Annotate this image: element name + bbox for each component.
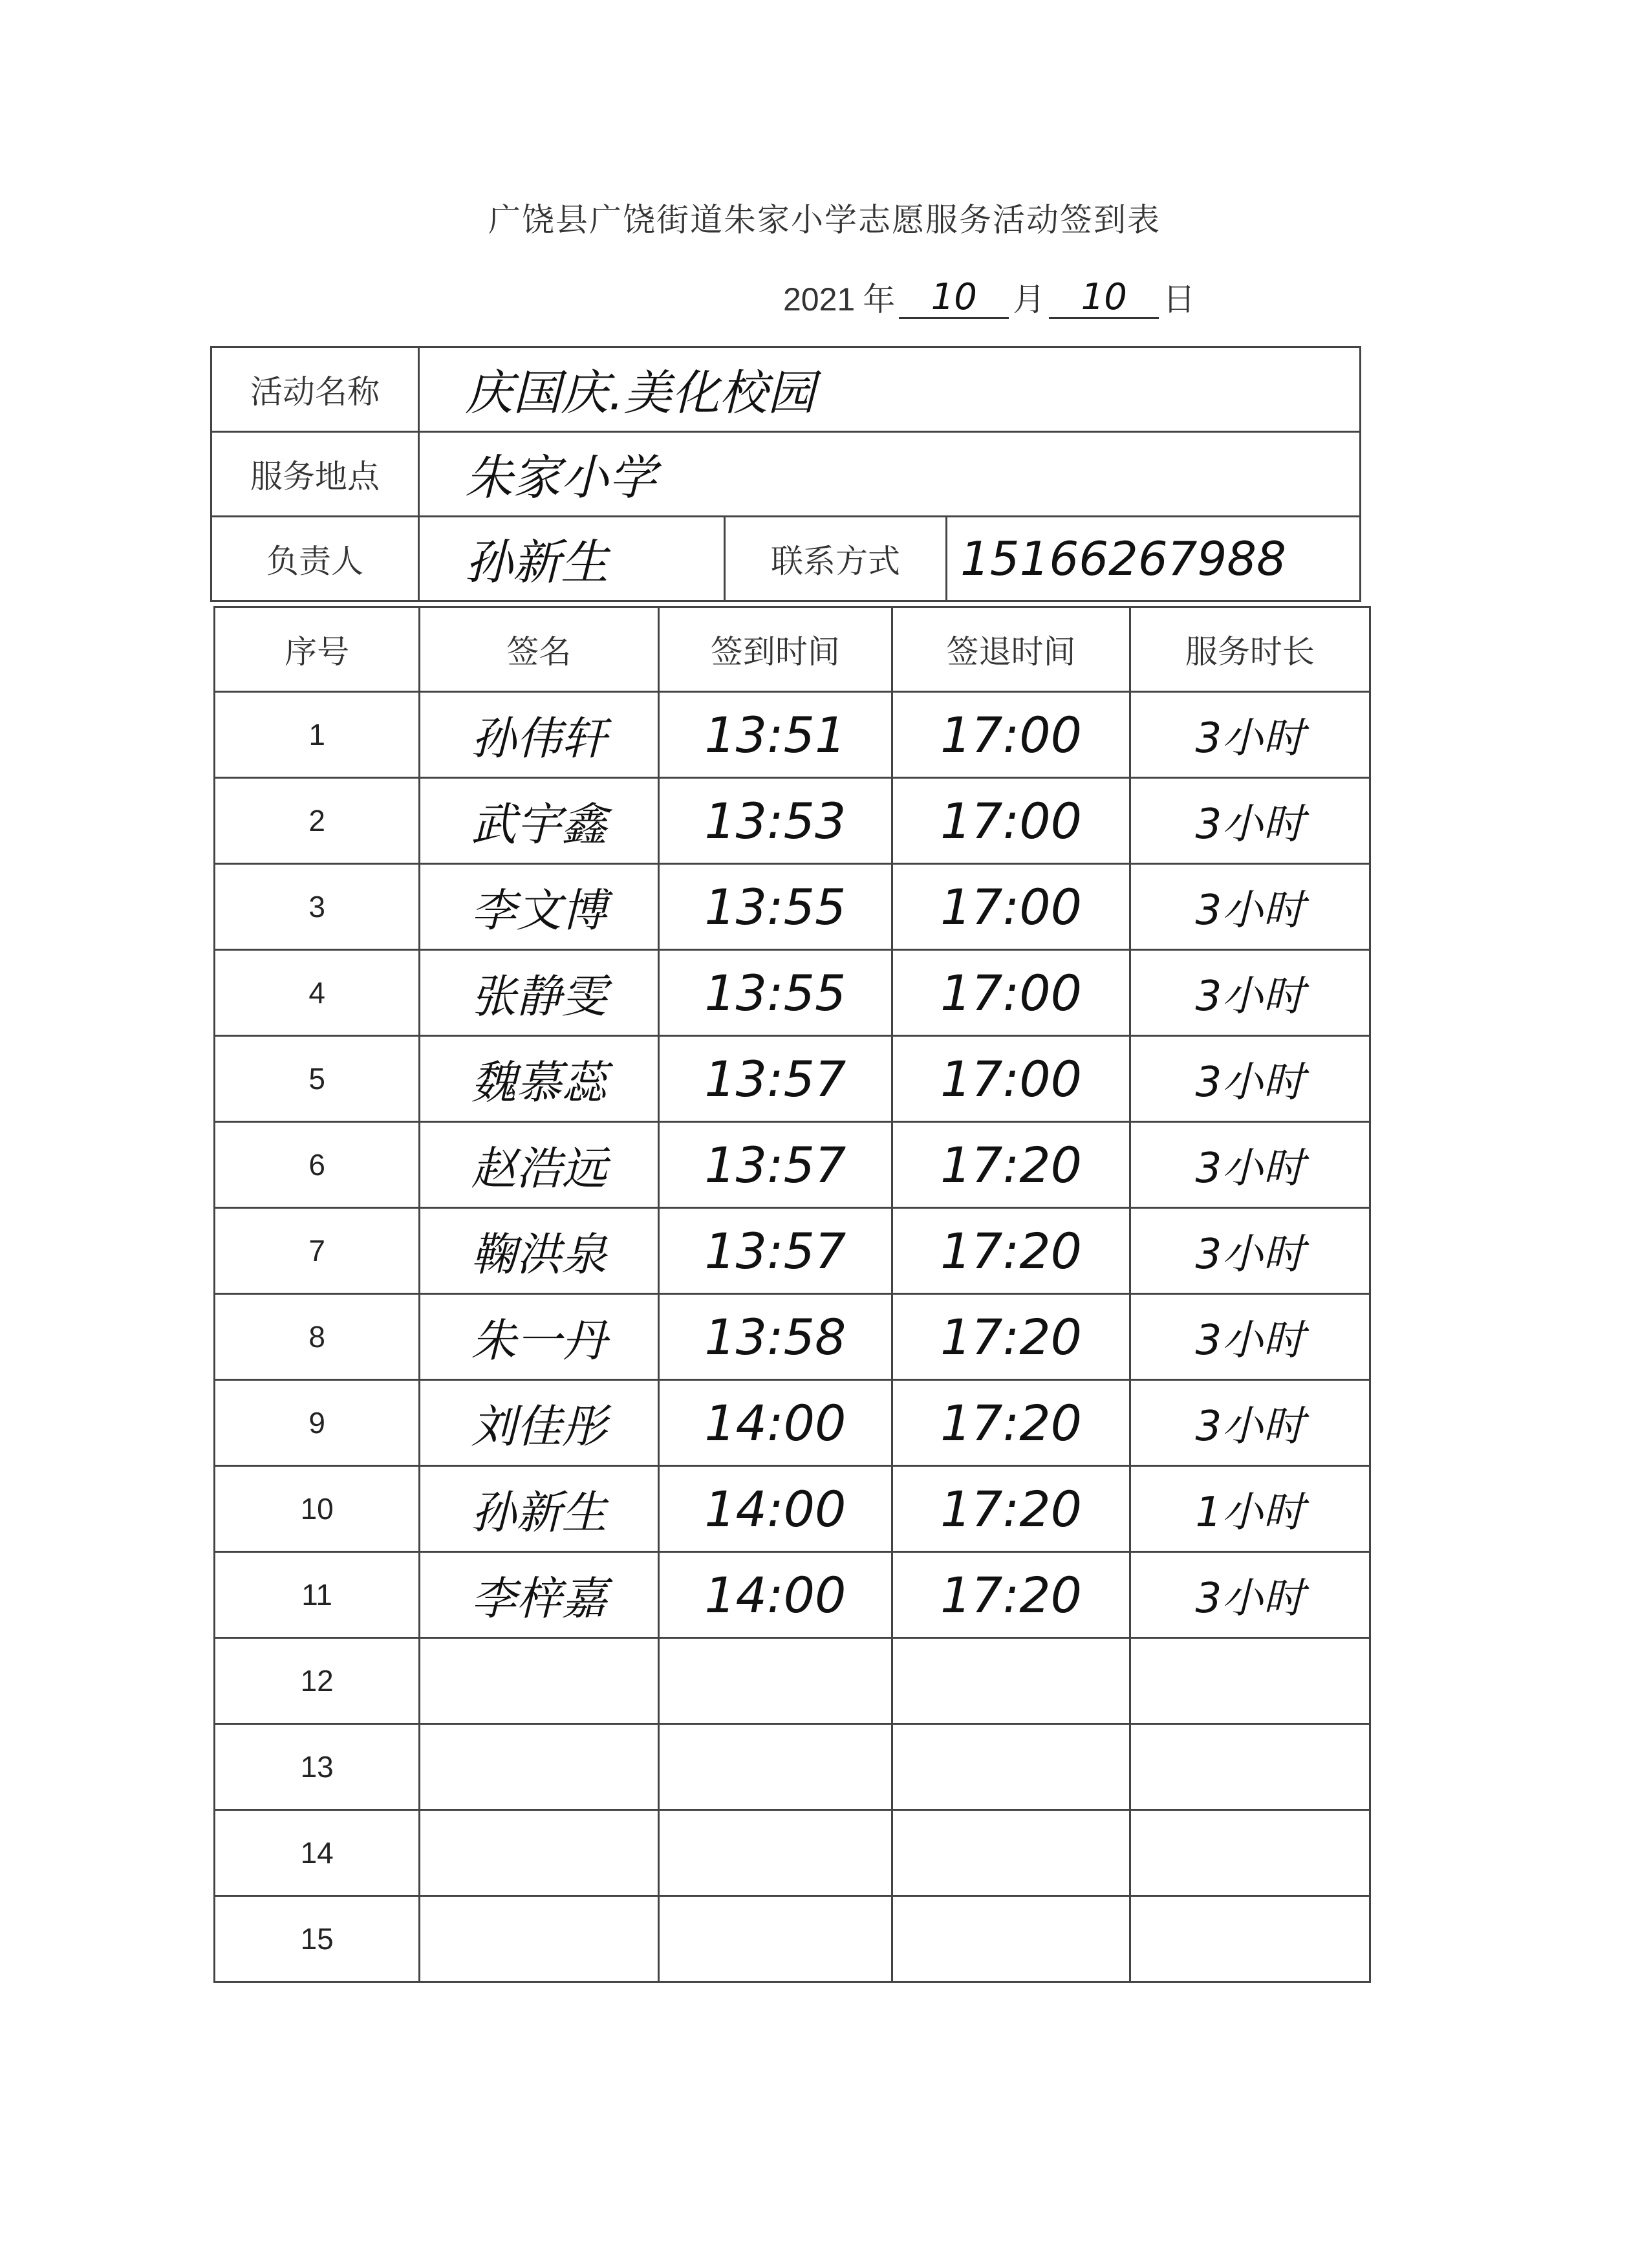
row-number: 9 <box>215 1380 420 1466</box>
row-number: 2 <box>215 778 420 864</box>
table-row <box>215 1294 1370 1380</box>
table-row <box>215 692 1370 778</box>
location-value: 朱家小学 <box>419 432 1361 517</box>
service-duration: 3小时 <box>1130 778 1370 864</box>
leader-row <box>211 517 1361 601</box>
check-in-time: 14:00 <box>658 1466 892 1552</box>
location-row <box>211 432 1361 517</box>
contact-label: 联系方式 <box>725 517 947 601</box>
col-header-number: 序号 <box>215 607 420 692</box>
row-number: 12 <box>215 1638 420 1724</box>
signature-cell: 孙新生 <box>420 1466 658 1552</box>
table-row <box>215 950 1370 1036</box>
leader-value: 孙新生 <box>419 517 725 601</box>
service-duration: 3小时 <box>1130 1552 1370 1638</box>
check-out-time: 17:20 <box>892 1208 1130 1294</box>
table-row <box>215 1896 1370 1982</box>
row-number: 8 <box>215 1294 420 1380</box>
date-month: 10 <box>899 278 1009 319</box>
contact-value: 15166267988 <box>947 517 1361 601</box>
check-out-time: 17:20 <box>892 1122 1130 1208</box>
activity-label: 活动名称 <box>211 347 419 432</box>
table-row <box>215 1122 1370 1208</box>
signature-cell <box>420 1896 658 1982</box>
document-title: 广饶县广饶街道朱家小学志愿服务活动签到表 <box>488 201 1161 239</box>
table-row <box>215 1724 1370 1810</box>
date-year-label: 年 <box>863 281 896 318</box>
row-number: 3 <box>215 864 420 950</box>
row-number: 14 <box>215 1810 420 1896</box>
table-row <box>215 1208 1370 1294</box>
table-row <box>215 1810 1370 1896</box>
row-number: 7 <box>215 1208 420 1294</box>
check-out-time: 17:00 <box>892 692 1130 778</box>
col-header-signature: 签名 <box>420 607 658 692</box>
date-day: 10 <box>1049 278 1159 319</box>
table-row <box>215 1380 1370 1466</box>
service-duration: 3小时 <box>1130 692 1370 778</box>
check-out-time: 17:00 <box>892 778 1130 864</box>
signature-cell <box>420 1724 658 1810</box>
service-duration: 3小时 <box>1130 1036 1370 1122</box>
check-in-time: 13:57 <box>658 1208 892 1294</box>
check-out-time <box>892 1638 1130 1724</box>
check-out-time <box>892 1810 1130 1896</box>
signature-cell: 赵浩远 <box>420 1122 658 1208</box>
table-row <box>215 1036 1370 1122</box>
service-duration <box>1130 1896 1370 1982</box>
check-in-time <box>658 1638 892 1724</box>
date-day-label: 日 <box>1163 281 1196 318</box>
signature-cell: 张静雯 <box>420 950 658 1036</box>
table-row <box>215 1638 1370 1724</box>
service-duration: 1小时 <box>1130 1466 1370 1552</box>
check-in-time: 13:55 <box>658 864 892 950</box>
service-duration <box>1130 1724 1370 1810</box>
service-duration: 3小时 <box>1130 864 1370 950</box>
check-out-time: 17:20 <box>892 1466 1130 1552</box>
attendance-table <box>213 606 1371 1983</box>
leader-label: 负责人 <box>211 517 419 601</box>
check-out-time: 17:20 <box>892 1552 1130 1638</box>
check-in-time <box>658 1896 892 1982</box>
check-in-time <box>658 1810 892 1896</box>
check-out-time: 17:00 <box>892 864 1130 950</box>
date-month-label: 月 <box>1013 281 1046 318</box>
col-header-duration: 服务时长 <box>1130 607 1370 692</box>
table-row <box>215 1466 1370 1552</box>
date-line <box>779 278 1199 319</box>
check-in-time: 13:51 <box>658 692 892 778</box>
signature-cell: 孙伟轩 <box>420 692 658 778</box>
date-year: 2021 <box>783 281 856 318</box>
check-out-time: 17:20 <box>892 1380 1130 1466</box>
table-header-row <box>215 607 1370 692</box>
row-number: 15 <box>215 1896 420 1982</box>
signature-cell <box>420 1638 658 1724</box>
col-header-check-out: 签退时间 <box>892 607 1130 692</box>
signature-cell: 鞠洪泉 <box>420 1208 658 1294</box>
row-number: 5 <box>215 1036 420 1122</box>
table-row <box>215 1552 1370 1638</box>
service-duration: 3小时 <box>1130 1294 1370 1380</box>
signature-cell: 朱一丹 <box>420 1294 658 1380</box>
check-out-time <box>892 1896 1130 1982</box>
check-in-time: 13:58 <box>658 1294 892 1380</box>
check-out-time <box>892 1724 1130 1810</box>
row-number: 11 <box>215 1552 420 1638</box>
signature-cell: 李文博 <box>420 864 658 950</box>
check-out-time: 17:00 <box>892 1036 1130 1122</box>
check-in-time: 14:00 <box>658 1380 892 1466</box>
check-in-time: 13:55 <box>658 950 892 1036</box>
check-out-time: 17:00 <box>892 950 1130 1036</box>
service-duration: 3小时 <box>1130 950 1370 1036</box>
table-row <box>215 778 1370 864</box>
row-number: 1 <box>215 692 420 778</box>
signature-cell: 刘佳彤 <box>420 1380 658 1466</box>
check-in-time <box>658 1724 892 1810</box>
row-number: 4 <box>215 950 420 1036</box>
col-header-check-in: 签到时间 <box>658 607 892 692</box>
signature-cell: 魏慕蕊 <box>420 1036 658 1122</box>
row-number: 10 <box>215 1466 420 1552</box>
check-in-time: 13:57 <box>658 1122 892 1208</box>
service-duration <box>1130 1638 1370 1724</box>
activity-row <box>211 347 1361 432</box>
signature-cell <box>420 1810 658 1896</box>
service-duration: 3小时 <box>1130 1122 1370 1208</box>
check-in-time: 13:57 <box>658 1036 892 1122</box>
row-number: 6 <box>215 1122 420 1208</box>
activity-info-table <box>210 346 1361 602</box>
signature-cell: 李梓嘉 <box>420 1552 658 1638</box>
service-duration: 3小时 <box>1130 1380 1370 1466</box>
check-out-time: 17:20 <box>892 1294 1130 1380</box>
check-in-time: 13:53 <box>658 778 892 864</box>
table-row <box>215 864 1370 950</box>
activity-value: 庆国庆.美化校园 <box>419 347 1361 432</box>
signature-cell: 武宇鑫 <box>420 778 658 864</box>
check-in-time: 14:00 <box>658 1552 892 1638</box>
service-duration <box>1130 1810 1370 1896</box>
row-number: 13 <box>215 1724 420 1810</box>
service-duration: 3小时 <box>1130 1208 1370 1294</box>
location-label: 服务地点 <box>211 432 419 517</box>
